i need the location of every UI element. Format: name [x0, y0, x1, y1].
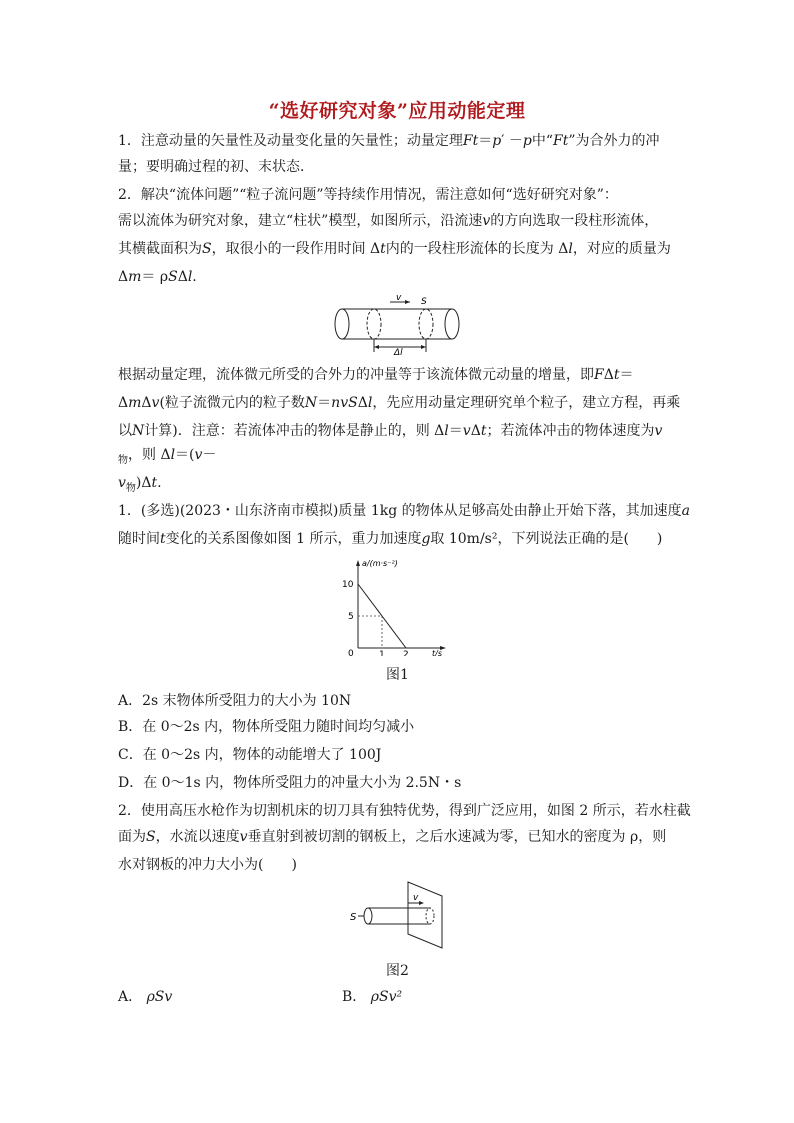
water-jet-figure — [346, 880, 446, 950]
intro-line-3: 2．解决“流体问题”“粒子流问题”等持续作用情况，需注意如何“选好研究对象”： — [118, 187, 618, 203]
jet-v-label: v — [413, 893, 419, 903]
q1-line-1: 1．(多选)(2023・山东济南市模拟)质量 1kg 的物体从足够高处由静止开始下落，其加速度a — [118, 503, 690, 519]
figure-1-caption: 图1 — [386, 667, 409, 683]
intro-line-6: Δm＝ ρSΔl. — [118, 269, 197, 285]
y-tick-10: 10 — [342, 580, 354, 590]
jet-S-label: S — [350, 912, 357, 923]
y-tick-5: 5 — [348, 612, 354, 622]
cylinder-figure — [330, 292, 460, 356]
fig-dl-label: Δl — [394, 348, 403, 356]
figure-2-caption: 图2 — [386, 963, 409, 979]
page-title: “选好研究对象”应用动能定理 — [268, 100, 526, 122]
cross-section-left — [367, 309, 381, 339]
q1-option-c[interactable]: C．在 0～2s 内，物体的动能增大了 100J — [118, 747, 382, 763]
jet-left-end — [364, 908, 372, 924]
after-line-1: 根据动量定理，流体微元所受的合外力的冲量等于该流体微元动量的增量，即FΔt＝ — [118, 367, 634, 383]
q1-option-a[interactable]: A．2s 末物体所受阻力的大小为 10N — [118, 693, 352, 709]
after-line-3: 以N计算)．注意：若流体冲击的物体是静止的，则 Δl＝vΔt；若流体冲击的物体速度为v — [118, 423, 663, 439]
fig-v-label: v — [396, 293, 402, 303]
after-line-5: $v_物)\Delta t$. — [118, 475, 162, 494]
cylinder-right-end — [445, 309, 459, 339]
q2-line-2: 面为S，水流以速度v垂直射到被切割的钢板上，之后水速减为零，已知水的密度为 ρ，则 — [118, 829, 667, 845]
origin-label: 0 — [348, 649, 354, 656]
after-line-4: $_物$，则 Δl＝(v－ — [118, 447, 217, 466]
intro-line-1: 1．注意动量的矢量性及动量变化量的矢量性；动量定理Ft＝p′ －p中“Ft”为合外力的冲 — [118, 133, 660, 149]
intro-line-2: 量；要明确过程的初、末状态． — [118, 159, 314, 175]
x-axis-label: t/s — [432, 649, 442, 656]
x-tick-2: 2 — [403, 650, 409, 656]
cylinder-left-end — [335, 309, 349, 339]
q2-line-3: 水对钢板的冲力大小为( ) — [118, 857, 297, 873]
acceleration-time-chart — [330, 556, 460, 656]
cross-section-right — [419, 309, 433, 339]
x-tick-1: 1 — [379, 650, 385, 656]
q1-option-b[interactable]: B．在 0～2s 内，物体所受阻力随时间均匀减小 — [118, 719, 415, 735]
y-axis-arrow — [356, 560, 360, 566]
intro-line-4: 需以流体为研究对象，建立“柱状”模型，如图所示，沿流速v的方向选取一段柱形流体， — [118, 213, 659, 229]
q1-line-2: 随时间t变化的关系图像如图 1 所示，重力加速度g取 10m/s²，下列说法正确的是( ) — [118, 531, 663, 547]
q2-option-a[interactable]: A． ρSv — [118, 989, 173, 1005]
intro-line-5: 其横截面积为S，取很小的一段作用时间 Δt内的一段柱形流体的长度为 Δl，对应的质量为 — [118, 241, 671, 257]
q1-option-d[interactable]: D．在 0～1s 内，物体所受阻力的冲量大小为 2.5N・s — [118, 775, 462, 791]
after-line-2: ΔmΔv(粒子流微元内的粒子数N＝nvSΔl，先应用动量定理研究单个粒子，建立方程，再乘 — [118, 395, 681, 411]
fig-S-label: S — [421, 297, 427, 307]
steel-plate — [408, 882, 442, 948]
y-axis-label: a/(m·s⁻²) — [362, 559, 398, 568]
q2-line-1: 2．使用高压水枪作为切割机床的切刀具有独特优势，得到广泛应用，如图 2 所示，若水柱截 — [118, 803, 691, 819]
q2-option-b[interactable]: B． ρSv² — [342, 989, 403, 1005]
